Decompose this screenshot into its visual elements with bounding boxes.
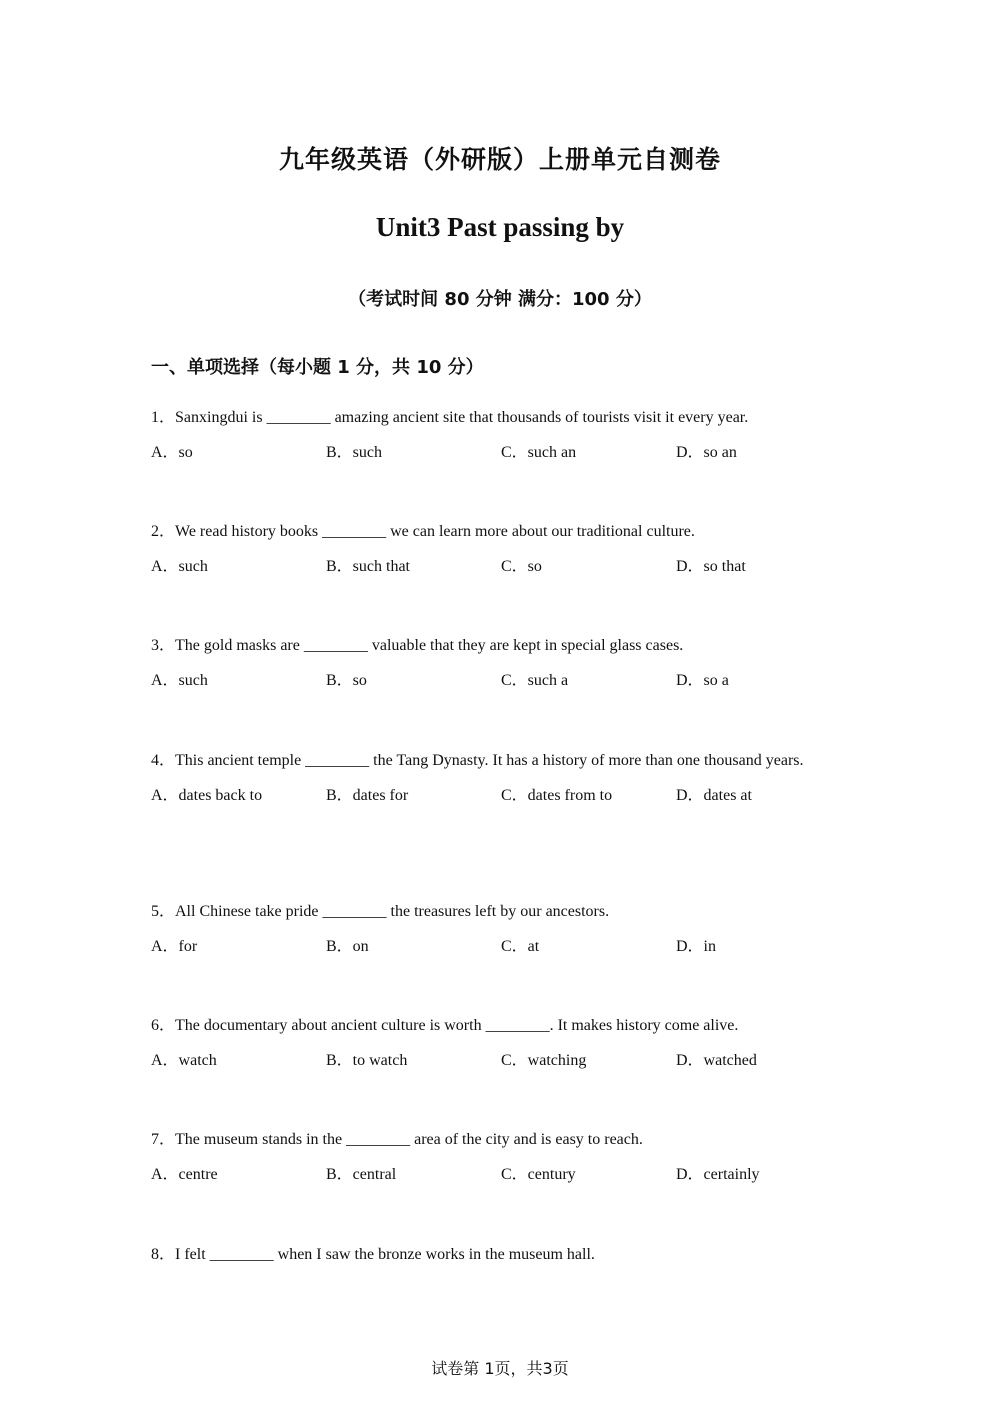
question-3	[151, 626, 841, 697]
unit-title: Unit3 Past passing by	[375, 212, 625, 242]
option-a: A．dates back to	[151, 787, 263, 804]
option-a: A．such	[151, 558, 208, 575]
question-1	[151, 398, 841, 469]
option-d: D．so an	[676, 444, 737, 461]
option-b: B．central	[326, 1166, 397, 1183]
option-d: D．certainly	[676, 1166, 760, 1183]
question-stem: 3．The gold masks are ________ valuable that they are kept in special glass cases.	[151, 637, 684, 654]
option-b: B．so	[326, 672, 367, 689]
option-c: C．so	[501, 558, 542, 575]
option-d: D．so a	[676, 672, 729, 689]
section-heading: 一、单项选择（每小题 1 分，共 10 分）	[151, 357, 484, 378]
option-d: D．in	[676, 938, 717, 955]
option-c: C．such a	[501, 672, 569, 689]
option-b: B．dates for	[326, 787, 409, 804]
option-row	[151, 931, 841, 963]
question-6	[151, 1006, 841, 1077]
exam-title: 九年级英语（外研版）上册单元自测卷	[278, 145, 721, 174]
question-8	[151, 1235, 841, 1274]
option-a: A．so	[151, 444, 193, 461]
question-stem: 4．This ancient temple ________ the Tang Dynasty. It has a history of more than one thousand years.	[151, 752, 804, 769]
question-stem: 8．I felt ________ when I saw the bronze works in the museum hall.	[151, 1246, 595, 1263]
option-a: A．watch	[151, 1052, 217, 1069]
option-d: D．dates at	[676, 787, 752, 804]
option-b: B．on	[326, 938, 369, 955]
question-stem: 6．The documentary about ancient culture is worth ________. It makes history come alive.	[151, 1017, 739, 1034]
question-5	[151, 892, 841, 963]
option-c: C．watching	[501, 1052, 587, 1069]
option-a: A．centre	[151, 1166, 218, 1183]
option-b: B．to watch	[326, 1052, 408, 1069]
option-c: C．dates from to	[501, 787, 613, 804]
question-2	[151, 512, 841, 583]
option-row	[151, 551, 841, 583]
question-stem: 2．We read history books ________ we can learn more about our traditional culture.	[151, 523, 695, 540]
question-7	[151, 1120, 841, 1191]
option-c: C．century	[501, 1166, 576, 1183]
option-c: C．such an	[501, 444, 577, 461]
option-d: D．watched	[676, 1052, 757, 1069]
option-c: C．at	[501, 938, 540, 955]
option-b: B．such	[326, 444, 383, 461]
question-4	[151, 741, 841, 812]
option-d: D．so that	[676, 558, 746, 575]
question-stem: 5．All Chinese take pride ________ the treasures left by our ancestors.	[151, 903, 610, 920]
option-b: B．such that	[326, 558, 410, 575]
option-row	[151, 1045, 841, 1077]
page-footer: 试卷第 1页，共3页	[431, 1359, 569, 1378]
option-a: A．for	[151, 938, 198, 955]
option-row	[151, 437, 841, 469]
option-row	[151, 780, 841, 812]
exam-info: （考试时间 80 分钟 满分：100 分）	[348, 289, 652, 310]
question-stem: 7．The museum stands in the ________ area of the city and is easy to reach.	[151, 1131, 643, 1148]
option-a: A．such	[151, 672, 208, 689]
question-stem: 1．Sanxingdui is ________ amazing ancient site that thousands of tourists visit it every year.	[151, 409, 749, 426]
option-row	[151, 665, 841, 697]
option-row	[151, 1159, 841, 1191]
